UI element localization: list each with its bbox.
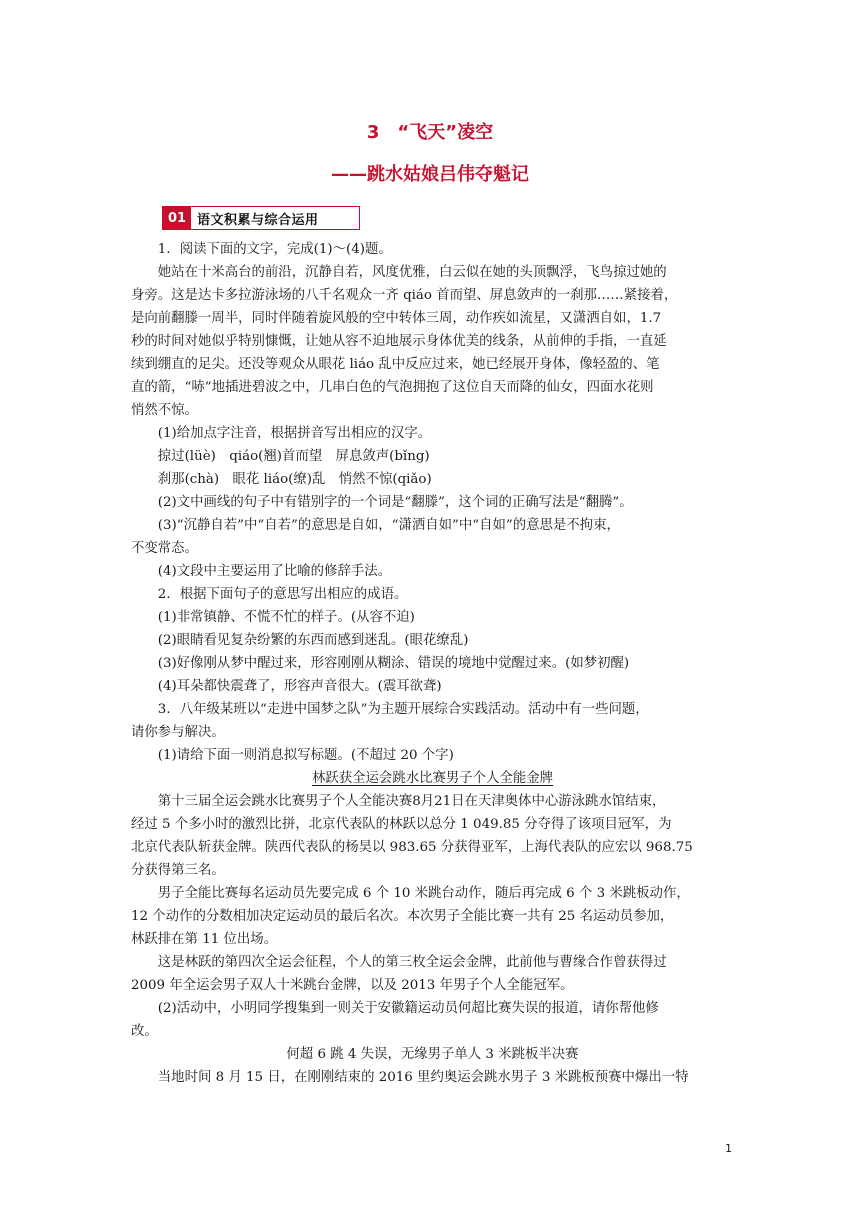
text-line: 直的箭，“哧”地插进碧波之中，几串白色的气泡拥抱了这位自天而降的仙女，四面水花则 bbox=[131, 380, 654, 395]
text-line: 她站在十米高台的前沿，沉静自若，风度优雅，白云似在她的头顶飘浮，飞鸟掠过她的 bbox=[157, 265, 667, 280]
text-line: 当地时间 8 月 15 日，在刚刚结束的 2016 里约奥运会跳水男子 3 米跳板预赛中爆出一特 bbox=[157, 1070, 689, 1085]
text-line: 身旁。这是达卡多拉游泳场的八千名观众一齐 qiáo 首而望、屏息敛声的一刹那……紧接着， bbox=[131, 288, 678, 303]
lesson-title: 3 “飞天”凌空 bbox=[366, 122, 494, 143]
text-line: 2009 年全运会男子双人十米跳台金牌，以及 2013 年男子个人全能冠军。 bbox=[131, 978, 574, 993]
section-label: 语文积累与综合运用 bbox=[197, 212, 319, 228]
text-line: 不变常态。 bbox=[131, 541, 198, 556]
text-line: 续到绷直的足尖。还没等观众从眼花 liáo 乱中反应过来，她已经展开身体，像轻盈的、笔 bbox=[131, 357, 660, 372]
text-line: (4)文段中主要运用了比喻的修辞手法。 bbox=[157, 564, 392, 579]
text-line: 3．八年级某班以“走进中国梦之队”为主题开展综合实践活动。活动中有一些问题， bbox=[157, 702, 649, 717]
text-line: (1)非常镇静、不慌不忙的样子。(从容不迫) bbox=[157, 610, 415, 625]
text-line: 男子全能比赛每名运动员先要完成 6 个 10 米跳台动作，随后再完成 6 个 3 米跳板动作， bbox=[157, 886, 690, 901]
text-line: 2．根据下面句子的意思写出相应的成语。 bbox=[157, 587, 408, 602]
section-header bbox=[162, 206, 360, 230]
text-line: 经过 5 个多小时的激烈比拼，北京代表队的林跃以总分 1 049.85 分夺得了该项目冠军，为 bbox=[131, 817, 672, 832]
text-line: 悄然不惊。 bbox=[131, 403, 198, 418]
document-body bbox=[131, 238, 734, 1089]
text-line: 1．阅读下面的文字，完成(1)～(4)题。 bbox=[157, 242, 392, 257]
text-line: (4)耳朵都快震聋了，形容声音很大。(震耳欲聋) bbox=[157, 679, 442, 694]
text-line: (2)活动中，小明同学搜集到一则关于安徽籍运动员何超比赛失误的报道，请你帮他修 bbox=[157, 1001, 659, 1016]
text-line: 掠过(lüè) qiáo(翘)首而望 屏息敛声(bǐng) bbox=[157, 449, 430, 464]
text-line: 林跃获全运会跳水比赛男子个人全能金牌 bbox=[311, 771, 554, 786]
text-line: 分获得第三名。 bbox=[131, 863, 225, 878]
text-line: 改。 bbox=[131, 1024, 158, 1039]
text-line: 何超 6 跳 4 失误，无缘男子单人 3 米跳板半决赛 bbox=[286, 1047, 579, 1062]
text-line: 秒的时间对她似乎特别慷慨，让她从容不迫地展示身体优美的线条，从前伸的手指，一直延 bbox=[131, 334, 667, 349]
lesson-subtitle: ——跳水姑娘吕伟夺魁记 bbox=[331, 164, 529, 185]
text-line: 12 个动作的分数相加决定运动员的最后名次。本次男子全能比赛一共有 25 名运动员参加， bbox=[131, 909, 674, 924]
text-line: 这是林跃的第四次全运会征程，个人的第三枚全运会金牌，此前他与曹缘合作曾获得过 bbox=[157, 955, 667, 970]
text-line: (2)眼睛看见复杂纷繁的东西而感到迷乱。(眼花缭乱) bbox=[157, 633, 469, 648]
text-line: 林跃排在第 11 位出场。 bbox=[131, 932, 278, 947]
text-line: 请你参与解决。 bbox=[131, 725, 225, 740]
page-number: 1 bbox=[725, 1142, 732, 1155]
text-line: 刹那(chà) 眼花 liáo(缭)乱 悄然不惊(qiǎo) bbox=[157, 472, 432, 487]
text-line: (2)文中画线的句子中有错别字的一个词是“翻滕”，这个词的正确写法是“翻腾”。 bbox=[157, 495, 633, 510]
text-line: (1)请给下面一则消息拟写标题。(不超过 20 个字) bbox=[157, 748, 454, 763]
text-line: 北京代表队斩获金牌。陕西代表队的杨昊以 983.65 分获得亚军，上海代表队的应宏以 968.75 bbox=[131, 840, 693, 855]
text-line: 是向前翻滕一周半，同时伴随着旋风般的空中转体三周，动作疾如流星，又潇洒自如，1.7 bbox=[131, 311, 662, 326]
text-line: (1)给加点字注音，根据拼音写出相应的汉字。 bbox=[157, 426, 432, 441]
text-line: (3)“沉静自若”中“自若”的意思是自如，“潇洒自如”中“自如”的意思是不拘束， bbox=[157, 518, 620, 533]
section-number: 01 bbox=[163, 207, 191, 229]
text-line: 第十三届全运会跳水比赛男子个人全能决赛8月21日在天津奥体中心游泳跳水馆结束， bbox=[157, 794, 666, 809]
text-line: (3)好像刚从梦中醒过来，形容刚刚从糊涂、错误的境地中觉醒过来。(如梦初醒) bbox=[157, 656, 630, 671]
